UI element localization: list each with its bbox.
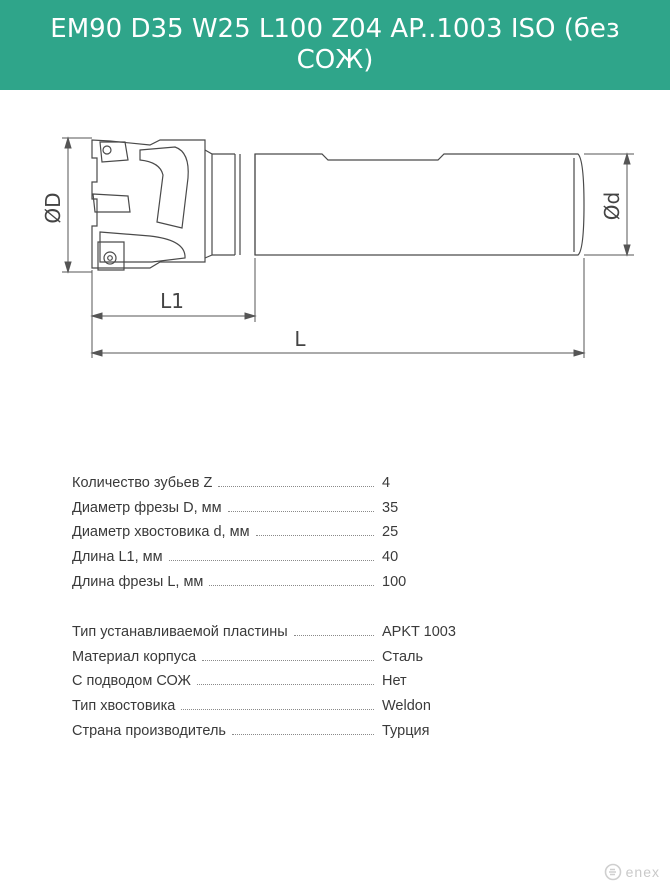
- watermark-text: enex: [625, 864, 660, 880]
- spec-value: Турция: [382, 722, 430, 739]
- watermark: [604, 863, 660, 881]
- spec-value: APKT 1003: [382, 623, 456, 640]
- spec-row: [72, 540, 472, 565]
- spec-row: [72, 565, 472, 590]
- spec-label: Диаметр хвостовика d, мм: [72, 524, 250, 541]
- spec-label: Страна производитель: [72, 722, 226, 739]
- spec-value: Сталь: [382, 648, 424, 665]
- spec-value: 40: [382, 549, 399, 566]
- spec-row: [72, 665, 472, 690]
- spec-label: Длина фрезы L, мм: [72, 573, 204, 590]
- specs-group-1: [72, 466, 472, 590]
- spec-label: Количество зубьев Z: [72, 474, 213, 491]
- enex-logo-icon: [604, 863, 622, 881]
- flute-upper: [140, 147, 188, 228]
- insert-screw-upper: [103, 146, 111, 154]
- spec-value: 25: [382, 524, 399, 541]
- specs-group-2: [72, 615, 472, 739]
- spec-row: [72, 466, 472, 491]
- spec-value: 100: [382, 573, 407, 590]
- spec-label: С подводом СОЖ: [72, 673, 191, 690]
- spec-value: Нет: [382, 673, 407, 690]
- spec-row: [72, 689, 472, 714]
- page-title: EM90 D35 W25 L100 Z04 AP..1003 ISO (без СОЖ): [50, 14, 620, 75]
- spec-row: [72, 516, 472, 541]
- spec-row: [72, 615, 472, 640]
- dim-label-D: ØD: [41, 192, 65, 224]
- spec-label: Диаметр фрезы D, мм: [72, 499, 222, 516]
- spec-value: 4: [382, 474, 391, 491]
- cutter-head: [92, 140, 205, 268]
- tool-drawing: [0, 95, 670, 385]
- spec-label: Материал корпуса: [72, 648, 197, 665]
- spec-value: 35: [382, 499, 399, 516]
- dim-label-L1: L1: [160, 289, 184, 313]
- dim-label-L: L: [294, 327, 306, 351]
- spec-row: [72, 714, 472, 739]
- spec-row: [72, 640, 472, 665]
- spec-label: Тип хвостовика: [72, 698, 176, 715]
- spec-value: Weldon: [382, 698, 431, 715]
- dim-label-d: Ød: [600, 191, 624, 221]
- spec-row: [72, 491, 472, 516]
- spec-label: Длина L1, мм: [72, 549, 163, 566]
- spec-label: Тип устанавливаемой пластины: [72, 623, 288, 640]
- shank: [255, 154, 584, 255]
- insert-middle: [93, 194, 130, 212]
- header-banner: [0, 0, 670, 90]
- collar: [205, 150, 212, 258]
